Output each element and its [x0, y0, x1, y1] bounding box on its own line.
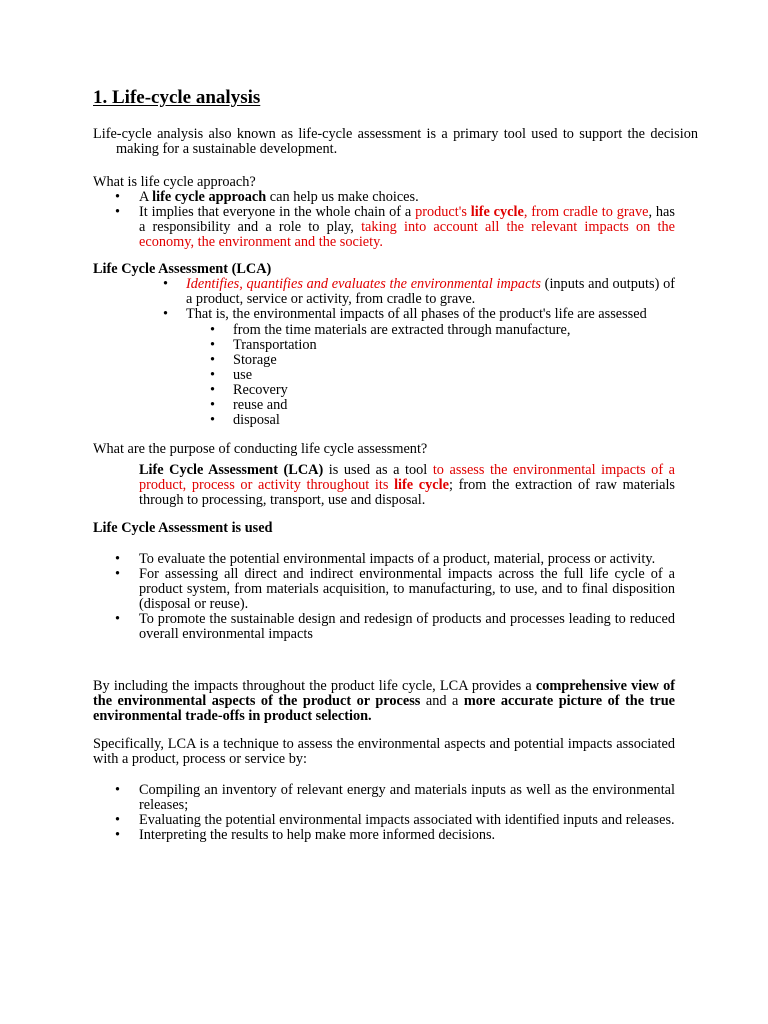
use-item: • To evaluate the potential environmental impacts of a product, material, process or activity.	[93, 552, 675, 567]
step-item: • Compiling an inventory of relevant energy and materials inputs as well as the environmental releases;	[93, 783, 675, 813]
phase-item: • Storage	[93, 353, 675, 368]
approach-item-text: can help us make choices.	[266, 189, 419, 205]
highlight-text: to assess the environmental impacts of a product, process or activity throughout its	[139, 462, 675, 493]
lca-item: • That is, the environmental impacts of all phases of the product's life are assessed	[93, 307, 675, 322]
purpose-bold: Life Cycle Assessment (LCA)	[139, 462, 324, 478]
phase-item: • Recovery	[93, 383, 675, 398]
purpose-paragraph	[93, 463, 675, 508]
including-paragraph	[93, 679, 675, 724]
approach-list	[93, 190, 675, 250]
step-item: • Interpreting the results to help make more informed decisions.	[93, 828, 675, 843]
including-text: and a	[420, 693, 464, 709]
highlight-bold: life cycle	[470, 204, 524, 220]
steps-list	[93, 783, 675, 843]
lca-heading: Life Cycle Assessment (LCA)	[93, 261, 272, 277]
approach-item	[93, 190, 675, 205]
phase-item: • from the time materials are extracted through manufacture,	[93, 323, 675, 338]
purpose-question: What are the purpose of conducting life cycle assessment?	[93, 441, 428, 457]
phase-item: • disposal	[93, 413, 675, 428]
phase-item: • reuse and	[93, 398, 675, 413]
highlight-text: product's	[415, 204, 471, 220]
lca-list	[93, 277, 675, 322]
phases-list	[93, 323, 675, 428]
approach-item-text: A	[139, 189, 153, 205]
approach-item-text: It implies that everyone in the whole chain of a	[139, 204, 416, 220]
approach-item	[93, 205, 675, 250]
approach-item-text: , has a responsibility and a role to play,	[139, 204, 675, 235]
highlight-bold: life cycle	[394, 477, 449, 493]
highlight-text: , from cradle to grave	[523, 204, 649, 220]
section-title: 1. Life-cycle analysis	[93, 87, 261, 108]
lca-item-text: (inputs and outputs) of a product, service or activity, from cradle to grave.	[186, 276, 675, 307]
specifically-paragraph: Specifically, LCA is a technique to assess the environmental aspects and potential impacts associated with a product, process or service by:	[93, 736, 675, 767]
highlight-italic: Identifies, quantifies and evaluates the environmental impacts	[186, 276, 541, 292]
highlight-text: taking into account all the relevant impacts on the economy, the environment and the society.	[139, 219, 675, 250]
use-item: • To promote the sustainable design and redesign of products and processes leading to reduced overall environmental impacts	[93, 612, 675, 642]
including-bold: more accurate picture of the true environmental trade-offs in product selection.	[93, 693, 676, 724]
intro-paragraph: Life-cycle analysis also known as life-cycle assessment is a primary tool used to support the decision making for a sustainable development.	[93, 126, 698, 157]
purpose-text: ; from the extraction of raw materials through to processing, transport, use and disposal.	[139, 477, 675, 508]
purpose-text: is used as a tool	[323, 462, 433, 478]
step-item: • Evaluating the potential environmental impacts associated with identified inputs and releases.	[93, 813, 675, 828]
phase-item: • use	[93, 368, 675, 383]
phase-item: • Transportation	[93, 338, 675, 353]
including-text: By including the impacts throughout the product life cycle, LCA provides a	[93, 678, 536, 694]
approach-item-bold: life cycle approach	[152, 189, 267, 205]
approach-question: What is life cycle approach?	[93, 174, 256, 190]
including-bold: comprehensive view of the environmental aspects of the product or process	[93, 678, 675, 709]
used-heading: Life Cycle Assessment is used	[93, 520, 273, 536]
uses-list	[93, 552, 675, 642]
lca-item	[93, 277, 675, 307]
use-item: • For assessing all direct and indirect environmental impacts across the full life cycle of a product system, from materials acquisition, to manufacturing, to use, and to final disposition (disposal or reuse).	[93, 567, 675, 612]
